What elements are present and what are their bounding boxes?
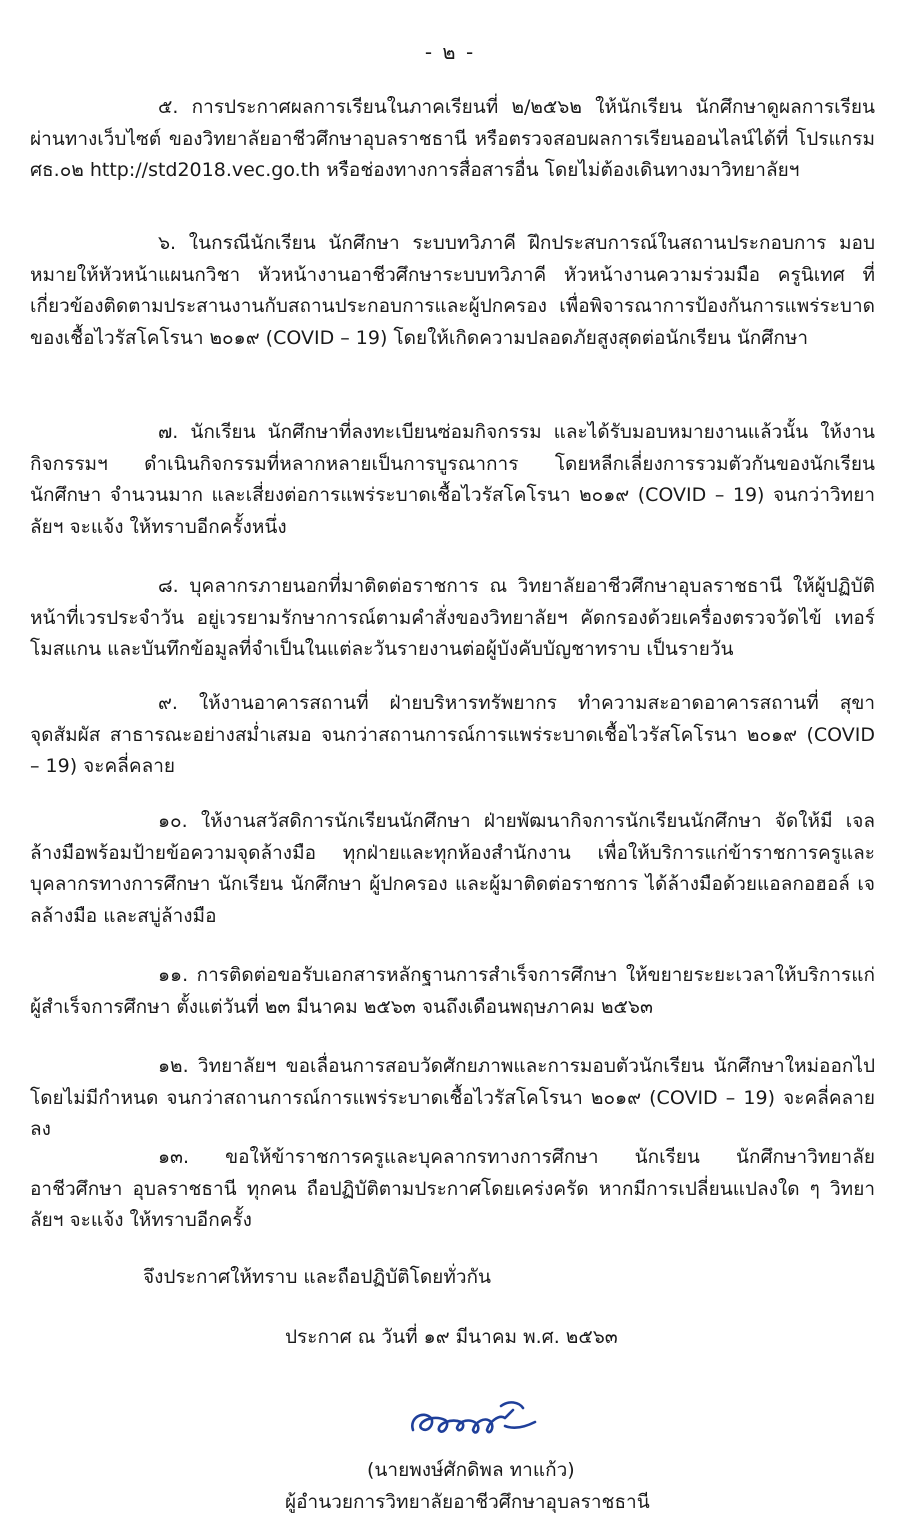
signature-stroke [412,1402,535,1432]
item-11-text: ๑๑. การติดต่อขอรับเอกสารหลักฐานการสำเร็จการศึกษา ให้ขยายระยะเวลาให้บริการแก่ ผู้สำเร็จการศึกษา ตั้งแต่วันที่ ๒๓ มีนาคม ๒๕๖๓ จนถึงเดือนพฤษภาคม ๒๕๖๓ [30,964,875,1018]
item-13 [30,1142,875,1237]
item-5-text: ๕. การประกาศผลการเรียนในภาคเรียนที่ ๒/๒๕๖๒ ให้นักเรียน นักศึกษาดูผลการเรียนผ่านทางเว็บไซต์ ของวิทยาลัยอาชีวศึกษาอุบลราชธานี หรือตรวจสอบผลการเรียนออนไลน์ได้ที่ โปรแกรม ศธ.๐๒ http://std2018.vec.go.th หรือช่องทางการสื่อสารอื่น โดยไม่ต้องเดินทางมาวิทยาลัยฯ [30,96,875,181]
closing-statement: จึงประกาศให้ทราบ และถือปฏิบัติโดยทั่วกัน [143,1266,492,1288]
signer-title: ผู้อำนวยการวิทยาลัยอาชีวศึกษาอุบลราชธานี [285,1491,650,1513]
item-6 [30,228,875,354]
announcement-date: ประกาศ ณ วันที่ ๑๙ มีนาคม พ.ศ. ๒๕๖๓ [285,1326,618,1348]
signer-name: (นายพงษ์ศักดิพล ทาแก้ว) [367,1459,575,1481]
item-10 [30,806,875,932]
item-9 [30,688,875,783]
item-8-text: ๘. บุคลากรภายนอกที่มาติดต่อราชการ ณ วิทยาลัยอาชีวศึกษาอุบลราชธานี ให้ผู้ปฏิบัติ หน้าที่เวรประจำวัน อยู่เวรยามรักษาการณ์ตามคำสั่งของวิทยาลัยฯ คัดกรองด้วยเครื่องตรวจวัดไข้ เทอร์โมสแกน และบันทึกข้อมูลที่จำเป็นในแต่ละวันรายงานต่อผู้บังคับบัญชาทราบ เป็นรายวัน [30,575,875,660]
item-10-text: ๑๐. ให้งานสวัสดิการนักเรียนนักศึกษา ฝ่ายพัฒนากิจการนักเรียนนักศึกษา จัดให้มี เจลล้างมือพร้อมป้ายข้อความจุดล้างมือ ทุกฝ่ายและทุกห้องสำนักงาน เพื่อให้บริการแก่ข้าราชการครูและ บุคลากรทางการศึกษา นักเรียน นักศึกษา ผู้ปกครอง และผู้มาติดต่อราชการ ได้ล้างมือด้วยแอลกอฮอล์ เจลล้างมือ และสบู่ล้างมือ [30,810,875,927]
page-number: - ๒ - [424,40,476,64]
item-7-text: ๗. นักเรียน นักศึกษาที่ลงทะเบียนซ่อมกิจกรรม และได้รับมอบหมายงานแล้วนั้น ให้งาน กิจกรรมฯ ดำเนินกิจกรรมที่หลากหลายเป็นการบูรณาการ โดยหลีกเลี่ยงการรวมตัวกันของนักเรียน นักศึกษา จำนวนมาก และเสี่ยงต่อการแพร่ระบาดเชื้อไวรัสโคโรนา ๒๐๑๙ (COVID – 19) จนกว่าวิทยาลัยฯ จะแจ้ง ให้ทราบอีกครั้งหนึ่ง [30,421,875,538]
item-8 [30,571,875,666]
item-12 [30,1051,875,1146]
item-9-text: ๙. ให้งานอาคารสถานที่ ฝ่ายบริหารทรัพยากร ทำความสะอาดอาคารสถานที่ สุขา จุดสัมผัส สาธารณะอย่างสม่ำเสมอ จนกว่าสถานการณ์การแพร่ระบาดเชื้อไวรัสโคโรนา ๒๐๑๙ (COVID – 19) จะคลี่คลาย [30,692,875,777]
item-11 [30,960,875,1023]
item-12-text: ๑๒. วิทยาลัยฯ ขอเลื่อนการสอบวัดศักยภาพและการมอบตัวนักเรียน นักศึกษาใหม่ออกไป โดยไม่มีกำหนด จนกว่าสถานการณ์การแพร่ระบาดเชื้อไวรัสโคโรนา ๒๐๑๙ (COVID – 19) จะคลี่คลายลง [30,1055,875,1140]
item-13-text: ๑๓. ขอให้ข้าราชการครูและบุคลากรทางการศึกษา นักเรียน นักศึกษาวิทยาลัยอาชีวศึกษา อุบลราชธานี ทุกคน ถือปฏิบัติตามประกาศโดยเคร่งครัด หากมีการเปลี่ยนแปลงใด ๆ วิทยาลัยฯ จะแจ้ง ให้ทราบอีกครั้ง [30,1146,875,1231]
item-5 [30,92,875,187]
item-7 [30,417,875,543]
item-6-text: ๖. ในกรณีนักเรียน นักศึกษา ระบบทวิภาคี ฝึกประสบการณ์ในสถานประกอบการ มอบหมายให้หัวหน้าแผนกวิชา หัวหน้างานอาชีวศึกษาระบบทวิภาคี หัวหน้างานความร่วมมือ ครูนิเทศ ที่เกี่ยวข้องติดตามประสานงานกับสถานประกอบการและผู้ปกครอง เพื่อพิจารณาการป้องกันการแพร่ระบาด ของเชื้อไวรัสโคโรนา ๒๐๑๙ (COVID – 19) โดยให้เกิดความปลอดภัยสูงสุดต่อนักเรียน นักศึกษา [30,232,875,349]
signature [405,1396,555,1444]
